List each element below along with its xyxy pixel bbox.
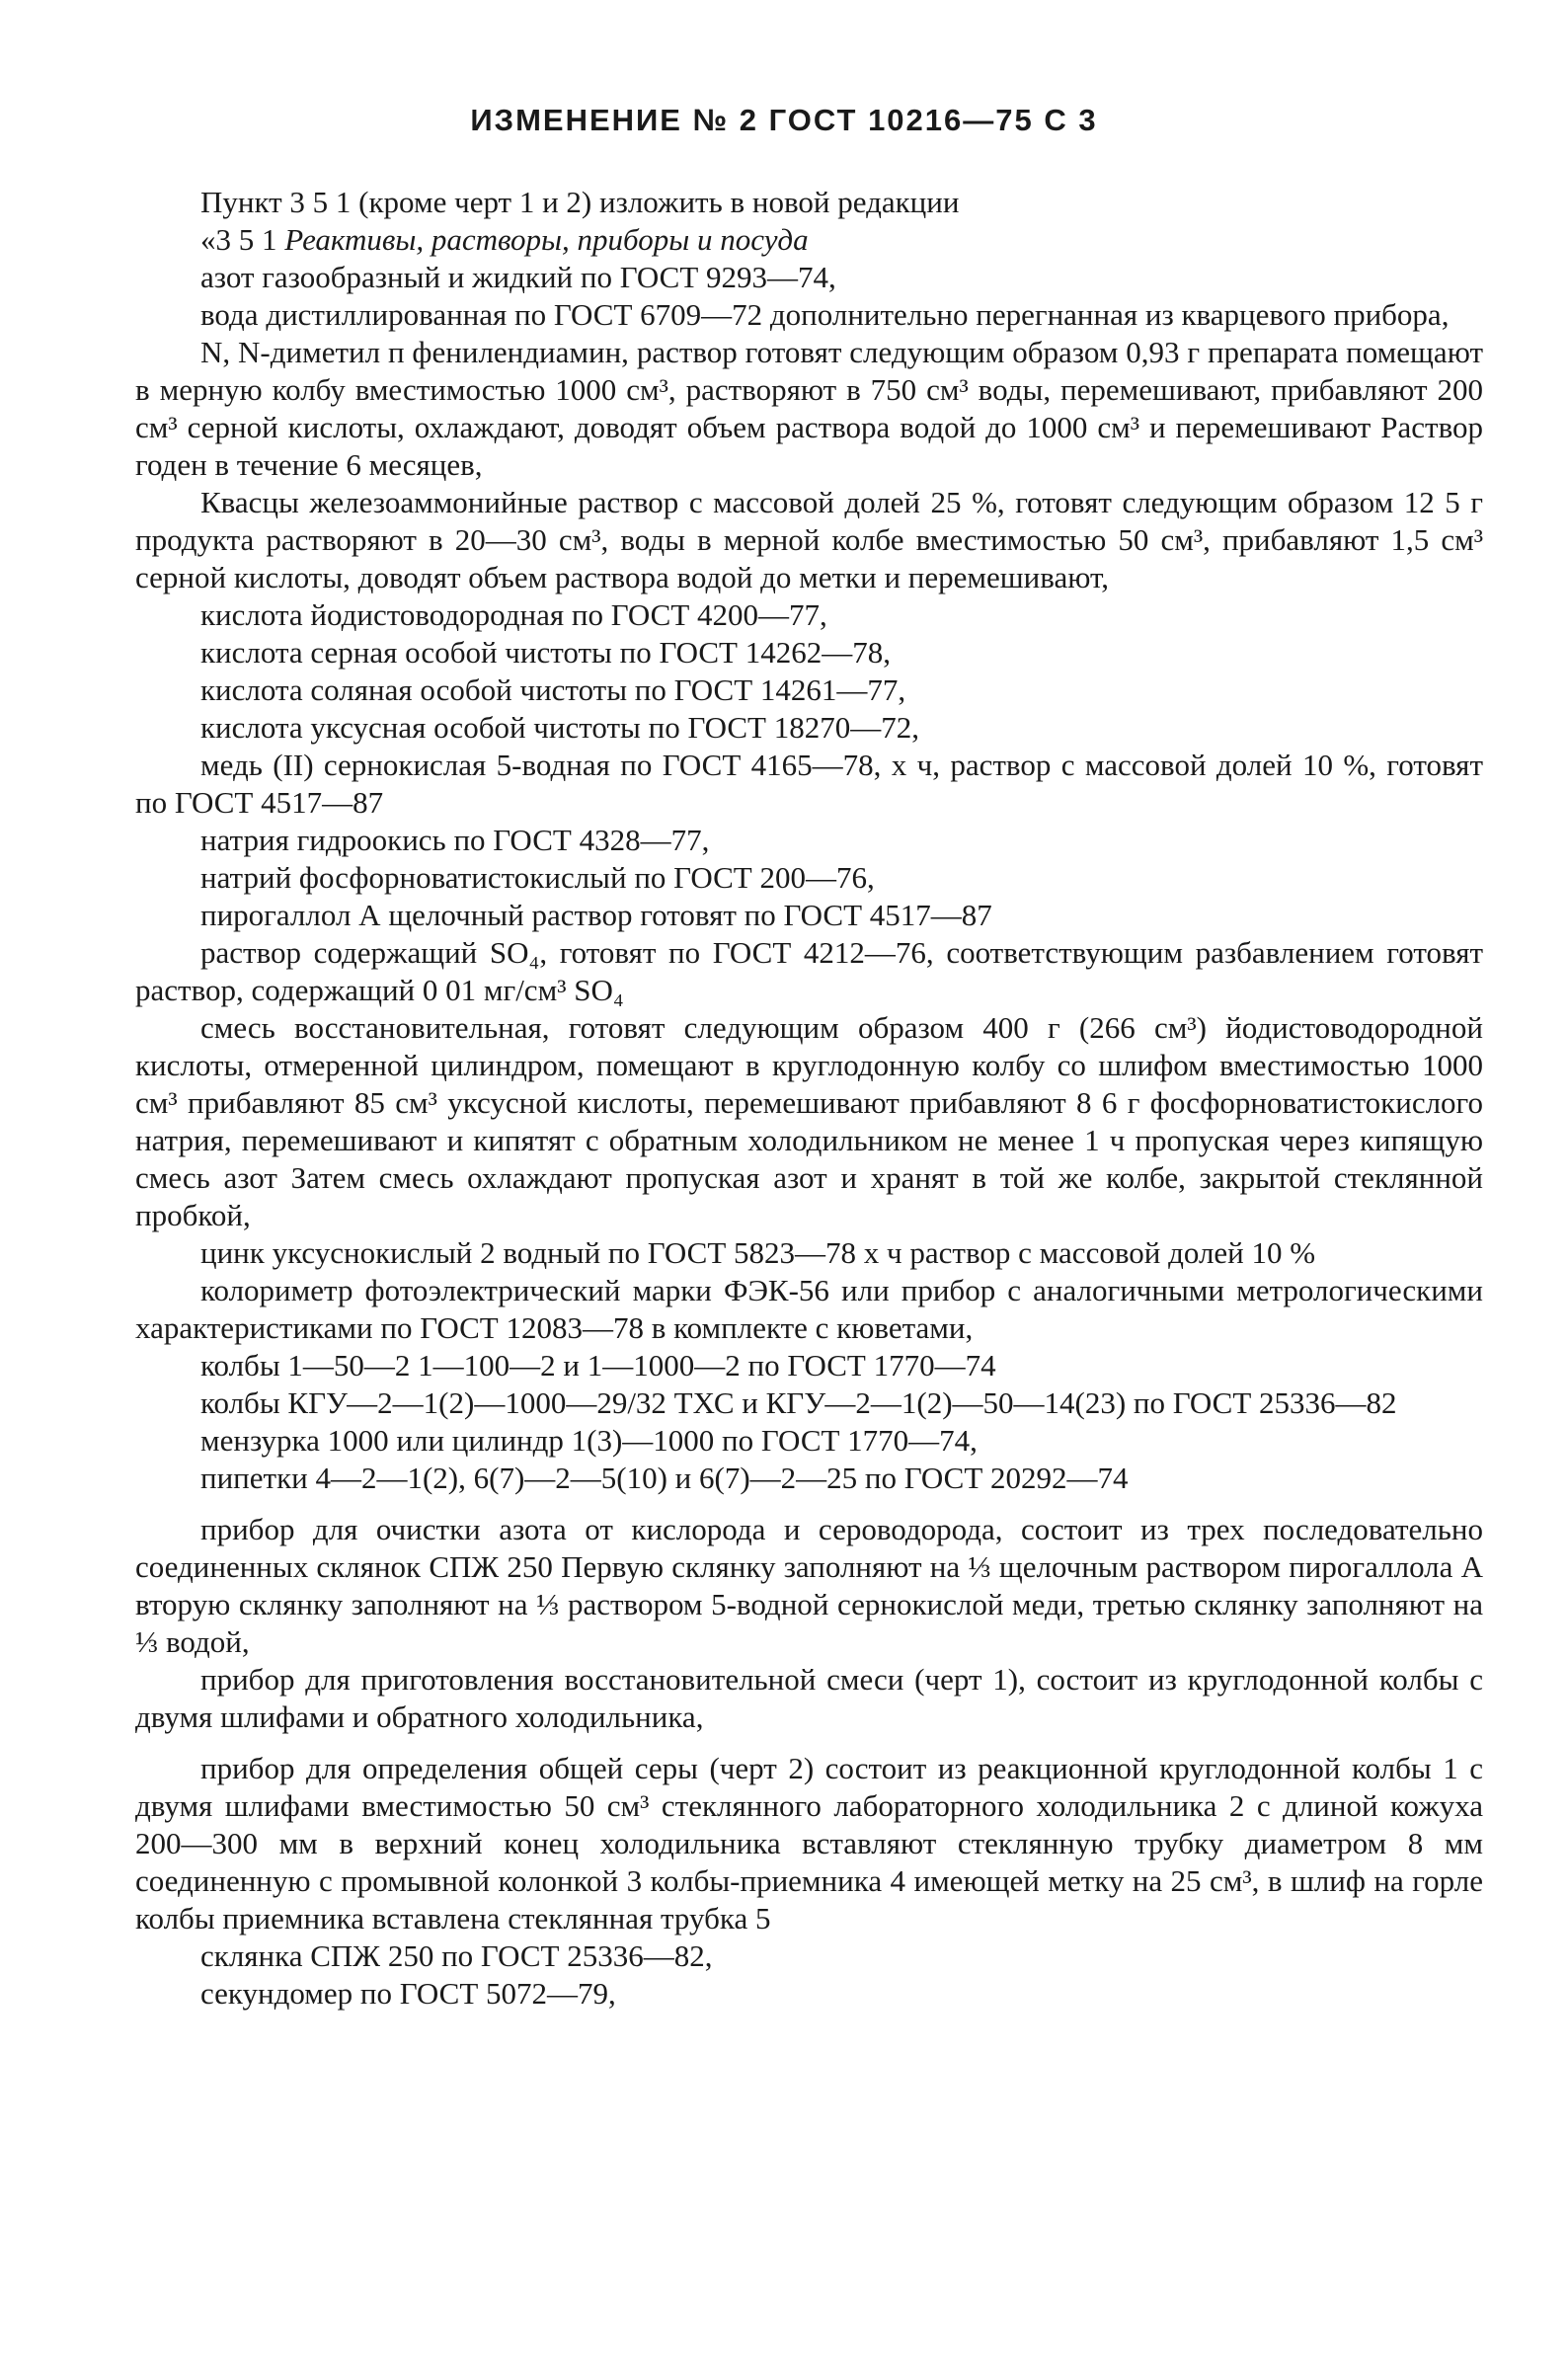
section-heading-3-5-1 <box>135 221 1483 259</box>
paragraph: кислота йодистоводородная по ГОСТ 4200—77, <box>200 597 827 632</box>
paragraph: пипетки 4—2—1(2), 6(7)—2—5(10) и 6(7)—2—25 по ГОСТ 20292—74 <box>200 1461 1129 1495</box>
paragraph: цинк уксуснокислый 2 водный по ГОСТ 5823—78 х ч раствор с массовой долей 10 % <box>200 1235 1316 1270</box>
paragraph: N, N-диметил п фенилендиамин, раствор готовят следующим образом 0,93 г препарата помещают в мерную колбу вместимостью 1000 см³, растворяют в 750 см³ воды, перемешивают, прибавляют 200 см³ серной кислоты, охлаждают, доводят объем раствора водой до 1000 см³ и перемешивают Раствор годен в течение 6 месяцев, <box>135 335 1483 482</box>
paragraph: кислота соляная особой чистоты по ГОСТ 14261—77, <box>200 672 906 707</box>
paragraph: секундомер по ГОСТ 5072—79, <box>200 1976 616 2011</box>
paragraph: прибор для очистки азота от кислорода и сероводорода, состоит из трех последовательно соединенных склянок СПЖ 250 Первую склянку заполняют на ⅓ щелочным раствором пирогаллола А вторую склянку заполняют на ⅓ раствором 5-водной сернокислой меди, третью склянку заполняют на ⅓ водой, <box>135 1512 1483 1659</box>
paragraph: азот газообразный и жидкий по ГОСТ 9293—74, <box>200 260 836 294</box>
paragraph: вода дистиллированная по ГОСТ 6709—72 дополнительно перегнанная из кварцевого прибора, <box>200 297 1450 332</box>
paragraph: натрий фосфорноватистокислый по ГОСТ 200—76, <box>200 860 875 895</box>
paragraph: кислота уксусная особой чистоты по ГОСТ 18270—72, <box>200 710 919 745</box>
paragraph: прибор для приготовления восстановительной смеси (черт 1), состоит из круглодонной колбы с двумя шлифами и обратного холодильника, <box>135 1662 1483 1734</box>
paragraph: колбы 1—50—2 1—100—2 и 1—1000—2 по ГОСТ 1770—74 <box>200 1348 996 1382</box>
paragraph: Квасцы железоаммонийные раствор с массовой долей 25 %, готовят следующим образом 12 5 г продукта растворяют в 20—30 см³, воды в мерной колбе вместимостью 50 см³, прибавляют 1,5 см³ серной кислоты, доводят объем раствора водой до метки и перемешивают, <box>135 485 1483 594</box>
section-title: Реактивы, растворы, приборы и посуда <box>284 222 809 257</box>
paragraph: кислота серная особой чистоты по ГОСТ 14262—78, <box>200 635 891 670</box>
paragraph: пирогаллол А щелочный раствор готовят по ГОСТ 4517—87 <box>200 898 992 932</box>
paragraph: натрия гидроокись по ГОСТ 4328—77, <box>200 823 710 857</box>
section-number: «3 5 1 <box>200 222 285 257</box>
paragraph: раствор содержащий SO₄, готовят по ГОСТ 4212—76, соответствующим разбавлением готовят раствор, содержащий 0 01 мг/см³ SO₄ <box>135 935 1483 1007</box>
paragraph: колбы КГУ—2—1(2)—1000—29/32 ТХС и КГУ—2—1(2)—50—14(23) по ГОСТ 25336—82 <box>200 1385 1397 1420</box>
paragraph: колориметр фотоэлектрический марки ФЭК-56 или прибор с аналогичными метрологическими характеристиками по ГОСТ 12083—78 в комплекте с кюветами, <box>135 1273 1483 1345</box>
paragraph: Пункт 3 5 1 (кроме черт 1 и 2) изложить в новой редакции <box>200 185 960 219</box>
document-body <box>135 184 1483 2013</box>
paragraph: прибор для определения общей серы (черт 2) состоит из реакционной круглодонной колбы 1 с двумя шлифами вместимостью 50 см³ стеклянного лабораторного холодильника 2 с длиной кожуха 200—300 мм в верхний конец холодильника вставляют стеклянную трубку диаметром 8 мм соединенную с промывной колонкой 3 колбы-приемника 4 имеющей метку на 25 см³, в шлиф на горле колбы приемника вставлена стеклянная трубка 5 <box>135 1751 1483 1936</box>
page-title: ИЗМЕНЕНИЕ № 2 ГОСТ 10216—75 С 3 <box>470 103 1098 137</box>
paragraph: склянка СПЖ 250 по ГОСТ 25336—82, <box>200 1938 713 1973</box>
paragraph: смесь восстановительная, готовят следующим образом 400 г (266 см³) йодистоводородной кислоты, отмеренной цилиндром, помещают в круглодонную колбу со шлифом вместимостью 1000 см³ прибавляют 85 см³ уксусной кислоты, перемешивают прибавляют 8 6 г фосфорноватистокислого натрия, перемешивают и кипятят с обратным холодильником не менее 1 ч пропуская через кипящую смесь азот Затем смесь охлаждают пропуская азот и хранят в той же колбе, закрытой стеклянной пробкой, <box>135 1010 1483 1232</box>
paragraph: мензурка 1000 или цилиндр 1(3)—1000 по ГОСТ 1770—74, <box>200 1423 978 1458</box>
paragraph: медь (II) сернокислая 5-водная по ГОСТ 4165—78, х ч, раствор с массовой долей 10 %, готовят по ГОСТ 4517—87 <box>135 748 1483 820</box>
